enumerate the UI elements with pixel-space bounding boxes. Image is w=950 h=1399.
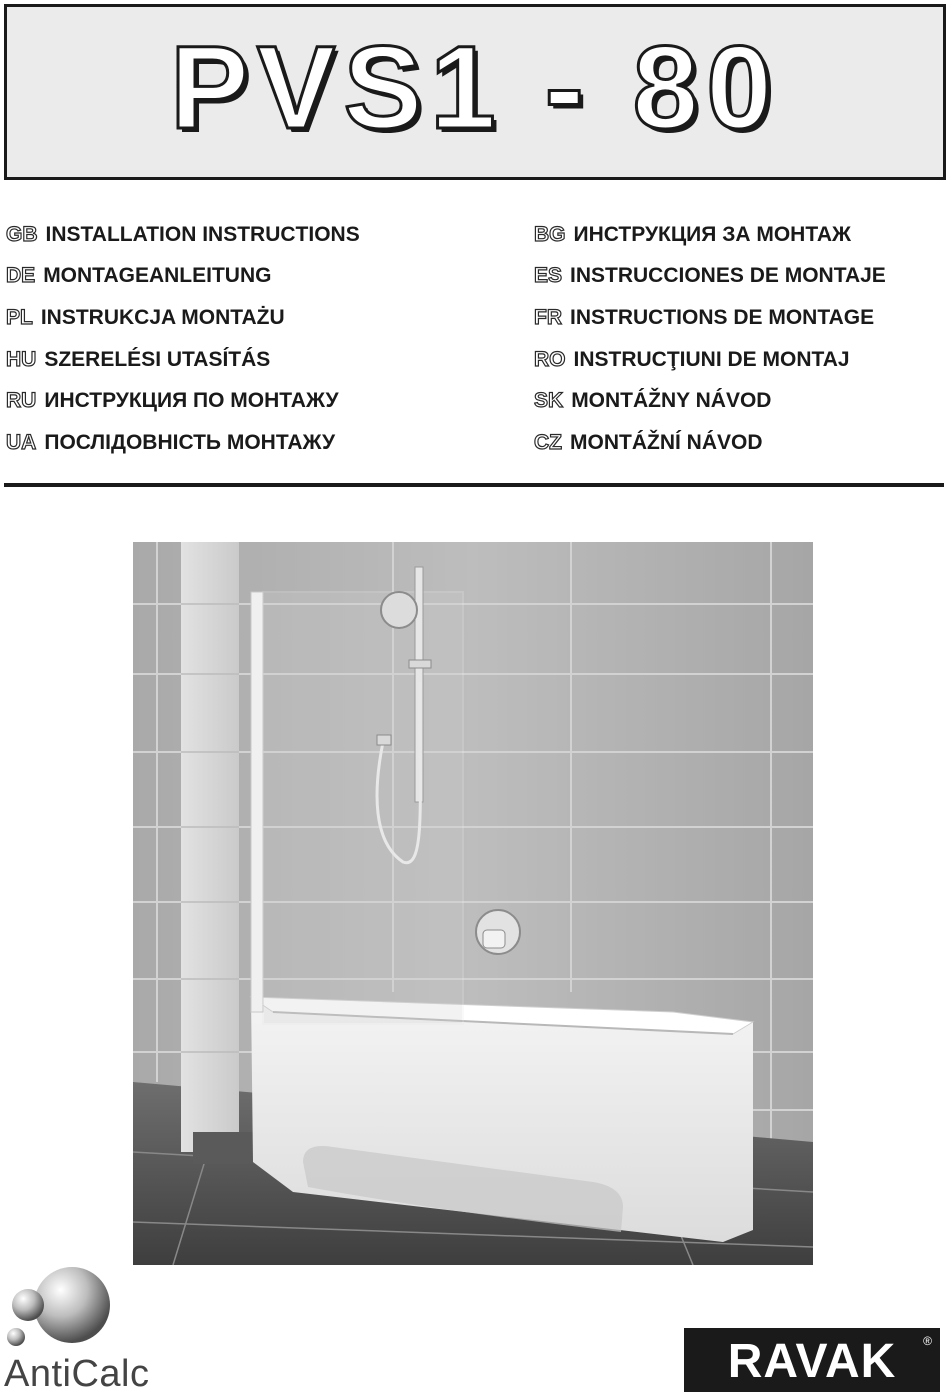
language-code: RU (6, 389, 37, 413)
bathroom-illustration (133, 542, 813, 1265)
language-code: RO (534, 347, 566, 371)
language-title: ПОСЛІДОВНІСТЬ МОНТАЖУ (44, 430, 336, 454)
section-divider (4, 483, 944, 487)
language-title: INSTRUKCJA MONTAŻU (40, 305, 285, 329)
language-item (6, 422, 360, 464)
brand-logo (684, 1328, 940, 1392)
language-title: INSTRUCŢIUNI DE MONTAJ (573, 347, 850, 371)
language-code: UA (6, 430, 37, 454)
language-code: FR (534, 305, 562, 329)
language-item (534, 339, 886, 381)
brand-name: RAVAK (727, 1335, 897, 1388)
language-title: SZERELÉSI UTASÍTÁS (44, 347, 271, 371)
water-drops-icon (0, 1265, 210, 1355)
language-title: ИНСТРУКЦИЯ ЗА МОНТАЖ (573, 222, 852, 246)
language-code: PL (6, 305, 33, 329)
anticalc-label: AntiCalc (4, 1353, 150, 1395)
language-title: INSTRUCCIONES DE MONTAJE (570, 264, 886, 288)
language-item (6, 297, 360, 339)
language-list-right (534, 214, 886, 464)
language-title: ИНСТРУКЦИЯ ПО МОНТАЖУ (44, 389, 339, 413)
language-item (6, 256, 360, 298)
language-code: SK (534, 389, 564, 413)
anticalc-logo (0, 1265, 210, 1399)
language-item (534, 256, 886, 298)
language-item (6, 339, 360, 381)
language-item (6, 214, 360, 256)
product-photo (133, 542, 813, 1265)
language-title: INSTALLATION INSTRUCTIONS (45, 222, 360, 246)
language-code: ES (534, 264, 563, 288)
language-code: CZ (534, 430, 562, 454)
language-code: GB (6, 222, 38, 246)
language-item (534, 422, 886, 464)
language-title: MONTÁŽNY NÁVOD (571, 389, 772, 413)
language-code: BG (534, 222, 566, 246)
language-item (534, 380, 886, 422)
language-code: DE (6, 264, 36, 288)
language-item (534, 297, 886, 339)
language-list-left (6, 214, 360, 464)
language-title: INSTRUCTIONS DE MONTAGE (570, 305, 875, 329)
language-title: MONTAGEANLEITUNG (43, 264, 272, 288)
title-banner (4, 4, 946, 180)
language-title: MONTÁŽNÍ NÁVOD (570, 430, 763, 454)
registered-mark: ® (923, 1334, 932, 1348)
product-title: PVS1 - 80 (170, 22, 780, 154)
language-code: HU (6, 347, 37, 371)
language-item (6, 380, 360, 422)
language-item (534, 214, 886, 256)
